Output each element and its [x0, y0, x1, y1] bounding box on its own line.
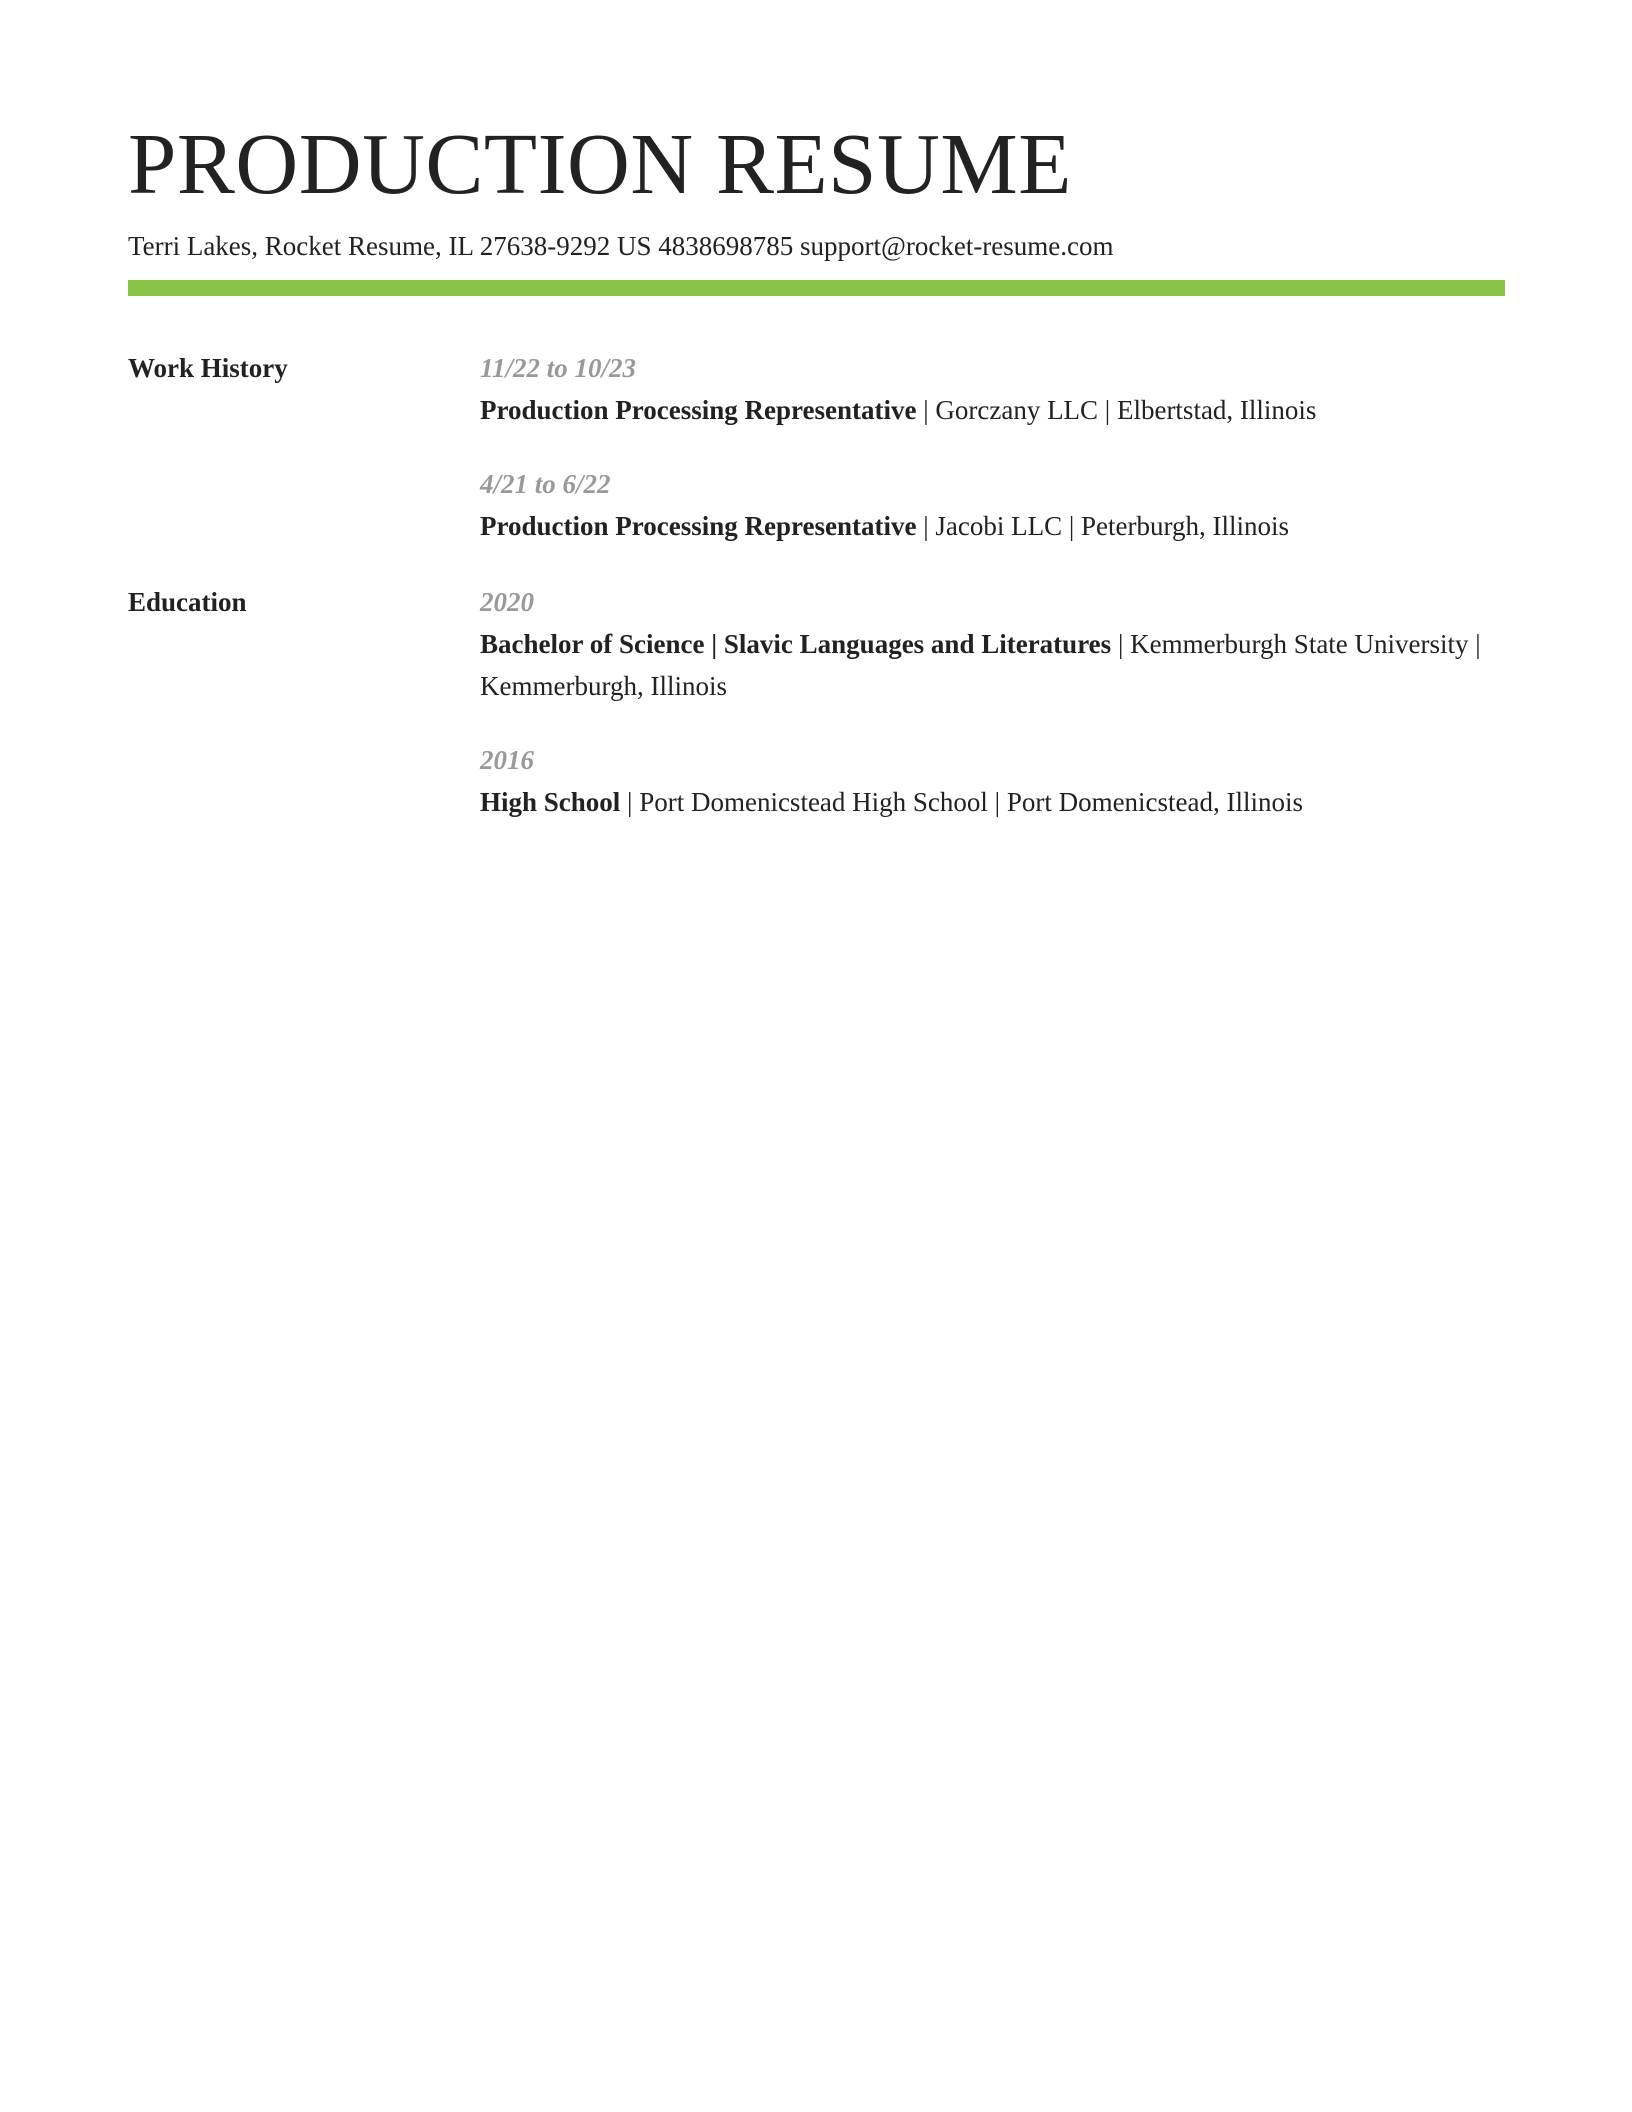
education-entry — [480, 581, 1505, 707]
education-section — [128, 581, 1505, 823]
entry-details: | Gorczany LLC | Elbertstad, Illinois — [916, 395, 1317, 426]
section-heading-education: Education — [128, 587, 247, 618]
entry-date: 2016 — [480, 745, 534, 776]
section-heading-work-history: Work History — [128, 353, 288, 384]
entry-details: | Jacobi LLC | Peterburgh, Illinois — [916, 511, 1289, 542]
entry-date: 4/21 to 6/22 — [480, 469, 611, 500]
entry-description — [480, 781, 1505, 823]
entry-description — [480, 505, 1505, 547]
entry-title: Production Processing Representative — [480, 511, 917, 542]
entry-description — [480, 389, 1505, 431]
work-entry — [480, 463, 1505, 547]
resume-page — [128, 115, 1505, 823]
education-entry — [480, 739, 1505, 823]
entry-details: | Port Domenicstead High School | Port Domenicstead, Illinois — [620, 787, 1304, 818]
entry-title: High School — [480, 787, 621, 818]
entry-date: 11/22 to 10/23 — [480, 353, 637, 384]
accent-divider — [128, 280, 1505, 296]
work-history-section — [128, 347, 1505, 547]
page-title: PRODUCTION RESUME — [128, 115, 1072, 212]
entry-description — [480, 623, 1505, 707]
work-entry — [480, 347, 1505, 431]
entry-title: Production Processing Representative — [480, 395, 917, 426]
entry-details: | Kemmerburgh State University | Kemmerburgh, Illinois — [480, 629, 1481, 702]
entry-title: Bachelor of Science | Slavic Languages and Literatures — [480, 629, 1112, 660]
entry-date: 2020 — [480, 587, 534, 618]
work-history-entries — [480, 347, 1505, 547]
education-entries — [480, 581, 1505, 823]
contact-info: Terri Lakes, Rocket Resume, IL 27638-9292 US 4838698785 support@rocket-resume.com — [128, 231, 1114, 262]
